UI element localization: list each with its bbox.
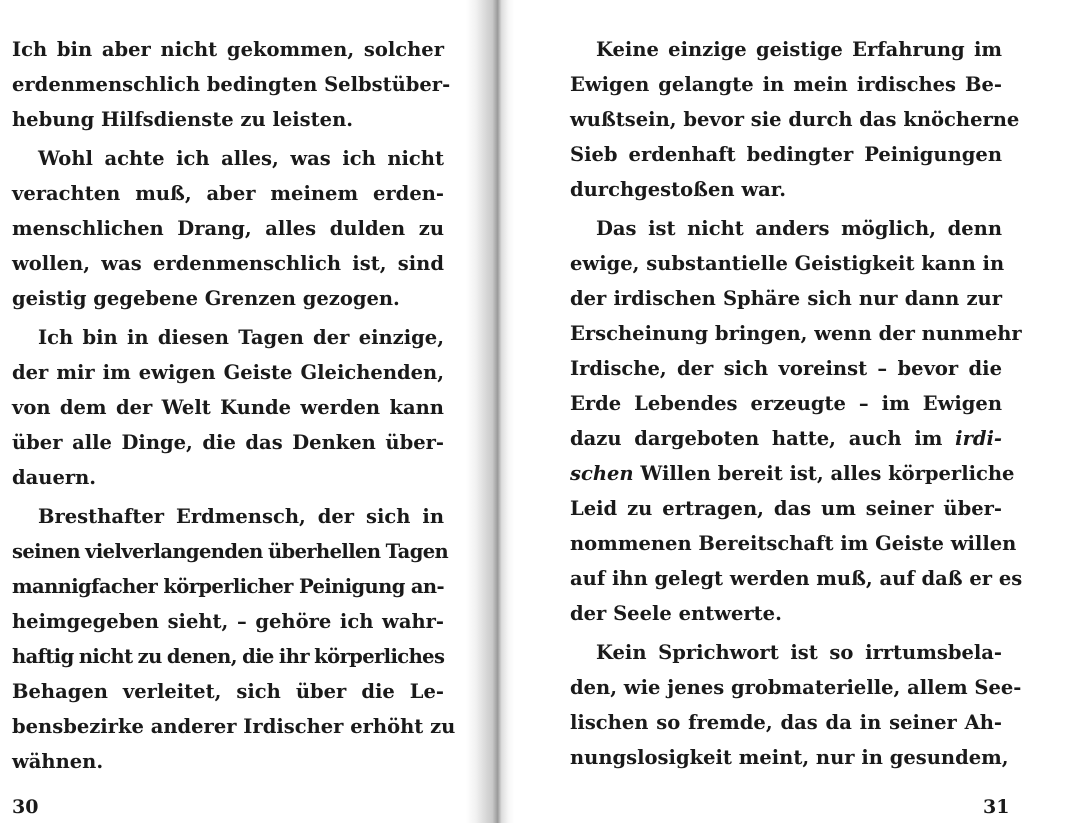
text-line: ewige, substantielle Geistigkeit kann in [570, 252, 1005, 275]
right-paragraph-3 [570, 635, 1022, 775]
text-line: durchgestoßen war. [570, 178, 787, 201]
text-segment: dazu dargeboten hatte, auch im [570, 427, 943, 450]
left-paragraph-4 [12, 499, 456, 779]
text-line: Ewigen gelangte in mein irdisches Be- [570, 73, 1002, 96]
text-line: den, wie jenes grobmaterielle, allem See- [570, 676, 1022, 699]
text-line: nungslosigkeit meint, nur in gesundem, [570, 746, 1009, 769]
text-line: Irdische, der sich voreinst – bevor die [570, 357, 1002, 380]
text-line: Wohl achte ich alles, was ich nicht [38, 147, 444, 170]
text-line: dauern. [12, 466, 97, 489]
text-line: hebung Hilfsdienste zu leisten. [12, 108, 354, 131]
text-line: Leid zu ertragen, das um seiner über- [570, 497, 1002, 520]
text-line: Kein Sprichwort ist so irrtumsbela- [596, 641, 1002, 664]
book-gutter [466, 0, 514, 823]
right-paragraph-2 [570, 211, 1023, 631]
text-line: Ich bin aber nicht gekommen, solcher [12, 38, 444, 61]
text-line: Bresthafter Erdmensch, der sich in [38, 505, 444, 528]
text-line: mannigfacher körperlicher Peinigung an- [12, 575, 444, 598]
text-line: der Seele entwerte. [570, 602, 782, 625]
text-line: haftig nicht zu denen, die ihr körperliches [12, 645, 445, 668]
text-line: bensbezirke anderer Irdischer erhöht zu [12, 715, 456, 738]
text-line: Behagen verleitet, sich über die Le- [12, 680, 444, 703]
right-page [570, 32, 1023, 779]
text-line: wußtsein, bevor sie durch das knöcherne [570, 108, 1020, 131]
text-line: Das ist nicht anders möglich, denn [596, 217, 1002, 240]
text-line [570, 456, 1015, 491]
text-line: wollen, was erdenmenschlich ist, sind [12, 252, 444, 275]
text-line: Erde Lebendes erzeugte – im Ewigen [570, 392, 1002, 415]
text-line: Erscheinung bringen, wenn der nunmehr [570, 322, 1022, 345]
text-line: menschlichen Drang, alles dulden zu [12, 217, 444, 240]
text-line: heimgegeben sieht, – gehöre ich wahr- [12, 610, 444, 633]
text-line: verachten muß, aber meinem erden- [12, 182, 444, 205]
left-paragraph-2 [12, 141, 444, 316]
page-number-left: 30 [12, 796, 39, 818]
text-line: von dem der Welt Kunde werden kann [12, 396, 444, 419]
text-line: erdenmenschlich bedingten Selbstüber- [12, 73, 451, 96]
text-line: geistig gegebene Grenzen gezogen. [12, 287, 400, 310]
text-line: der mir im ewigen Geiste Gleichenden, [12, 361, 444, 384]
emphasized-text: schen [570, 462, 634, 485]
text-line: seinen vielverlangenden überhellen Tagen [12, 540, 449, 563]
text-line: auf ihn gelegt werden muß, auf daß er es [570, 567, 1023, 590]
text-line: über alle Dinge, die das Denken über- [12, 431, 444, 454]
emphasized-text: irdi- [955, 427, 1002, 450]
text-line: der irdischen Sphäre sich nur dann zur [570, 287, 1002, 310]
left-paragraph-1 [12, 32, 451, 137]
text-line: wähnen. [12, 750, 104, 773]
text-segment: Willen bereit ist, alles körperliche [633, 462, 1015, 485]
text-line: Ich bin in diesen Tagen der einzige, [38, 326, 444, 349]
text-line [570, 421, 1002, 456]
page-number-right: 31 [983, 796, 1010, 818]
left-paragraph-3 [12, 320, 444, 495]
text-line: Sieb erdenhaft bedingter Peinigungen [570, 143, 1002, 166]
text-line: nommenen Bereitschaft im Geiste willen [570, 532, 1017, 555]
text-line: lischen so fremde, das da in seiner Ah- [570, 711, 1002, 734]
right-paragraph-1 [570, 32, 1020, 207]
text-line: Keine einzige geistige Erfahrung im [596, 38, 1002, 61]
left-page [12, 32, 456, 783]
